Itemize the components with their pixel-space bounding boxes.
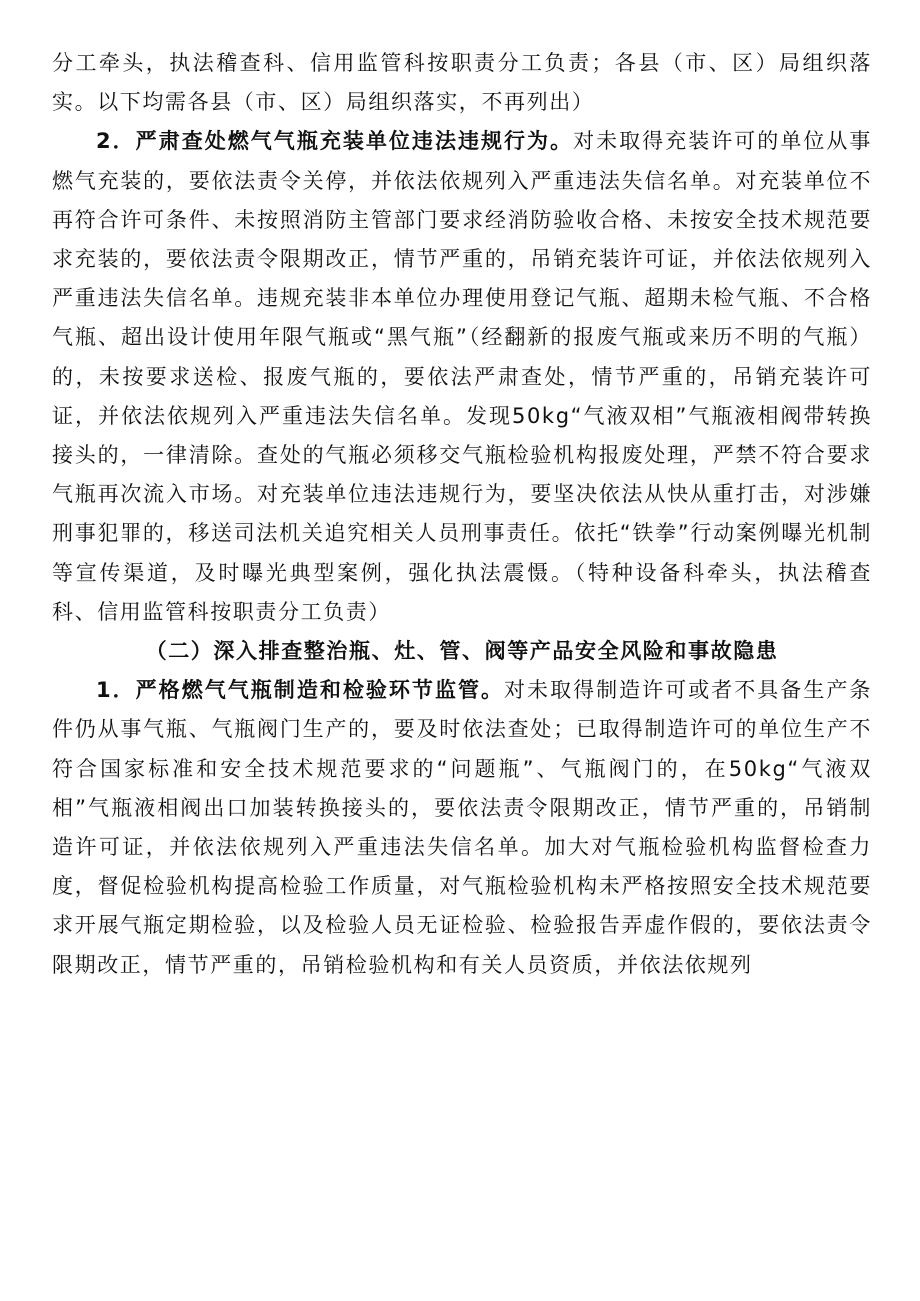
paragraph-lead: 1．严格燃气气瓶制造和检验环节监管。 bbox=[96, 678, 505, 703]
paragraph-text: 对未取得制造许可或者不具备生产条件仍从事气瓶、气瓶阀门生产的，要及时依法查处；已取得制造许可的单位生产不符合国家标准和安全技术规范要求的“问题瓶”、气瓶阀门的，在50kg“气液双相”气瓶液相阀出口加装转换接头的，要依法责令限期改正，情节严重的，吊销制造许可证，并依法依规列入严重违法失信名单。加大对气瓶检验机构监督检查力度，督促检验机构提高检验工作质量，对气瓶检验机构未严格按照安全技术规范要求开展气瓶定期检验，以及检验人员无证检验、检验报告弄虚作假的，要依法责令限期改正，情节严重的，吊销检验机构和有关人员资质，并依法依规列 bbox=[52, 678, 872, 977]
paragraph-filling-violations bbox=[52, 122, 872, 632]
section-heading: （二）深入排查整治瓶、灶、管、阀等产品安全风险和事故隐患 bbox=[145, 639, 779, 664]
paragraph-lead: 2．严肃查处燃气气瓶充装单位违法违规行为。 bbox=[96, 129, 574, 154]
paragraph-continuation bbox=[52, 44, 872, 122]
paragraph-text: 对未取得充装许可的单位从事燃气充装的，要依法责令关停，并依法依规列入严重违法失信名单。对充装单位不再符合许可条件、未按照消防主管部门要求经消防验收合格、未按安全技术规范要求充装的，要依法责令限期改正，情节严重的，吊销充装许可证，并依法依规列入严重违法失信名单。违规充装非本单位办理使用登记气瓶、超期未检气瓶、不合格气瓶、超出设计使用年限气瓶或“黑气瓶”（经翻新的报废气瓶或来历不明的气瓶）的，未按要求送检、报废气瓶的，要依法严肃查处，情节严重的，吊销充装许可证，并依法依规列入严重违法失信名单。发现50kg“气液双相”气瓶液相阀带转换接头的，一律清除。查处的气瓶必须移交气瓶检验机构报废处理，严禁不符合要求气瓶再次流入市场。对充装单位违法违规行为，要坚决依法从快从重打击，对涉嫌刑事犯罪的，移送司法机关追究相关人员刑事责任。依托“铁拳”行动案例曝光机制等宣传渠道，及时曝光典型案例，强化执法震慑。（特种设备科牵头，执法稽查科、信用监管科按职责分工负责） bbox=[52, 129, 872, 624]
paragraph-manufacturing-inspection bbox=[52, 671, 872, 985]
paragraph-text: 分工牵头，执法稽查科、信用监管科按职责分工负责；各县（市、区）局组织落实。以下均需各县（市、区）局组织落实，不再列出） bbox=[52, 51, 872, 115]
document-page bbox=[52, 44, 872, 985]
